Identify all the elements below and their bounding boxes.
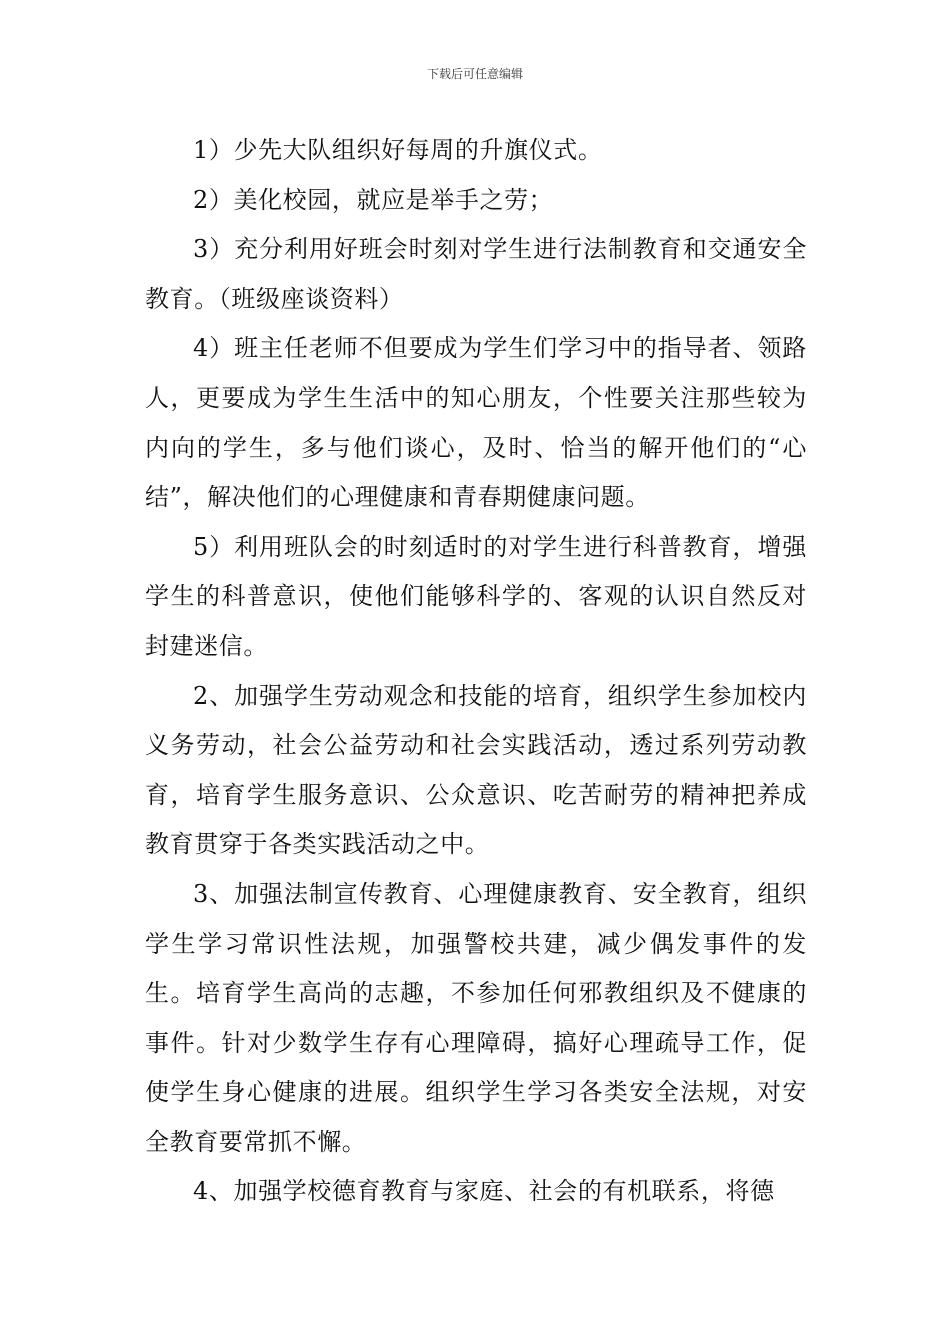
paragraph-2: 2）美化校园，就应是举手之劳；: [193, 185, 554, 214]
paragraph-1: 1）少先大队组织好每周的升旗仪式。: [193, 136, 603, 164]
paragraph-5: 5）利用班队会的时刻适时的对学生进行科普教育，增强学生的科普意识，使他们能够科学的、客观的认识自然反对封建迷信。: [145, 532, 807, 660]
page-header: 下载后可任意编辑: [426, 67, 523, 81]
paragraph-3: 3）充分利用好班会时刻对学生进行法制教育和交通安全教育。（班级座谈资料）: [145, 235, 807, 313]
paragraph-8: 4、加强学校德育教育与家庭、社会的有机联系，将德: [193, 1177, 775, 1206]
paragraph-6: 2、加强学生劳动观念和技能的培育，组织学生参加校内义务劳动，社会公益劳动和社会实践活动，透过系列劳动教育，培育学生服务意识、公众意识、吃苦耐劳的精神把养成教育贯穿于各类实践活动之中。: [145, 681, 807, 859]
paragraph-7: 3、加强法制宣传教育、心理健康教育、安全教育，组织学生学习常识性法规，加强警校共建，减少偶发事件的发生。培育学生高尚的志趣，不参加任何邪教组织及不健康的事件。针对少数学生存有心理障碍，搞好心理疏导工作，促使学生身心健康的进展。组织学生学习各类安全法规，对安全教育要常抓不懈。: [145, 879, 807, 1156]
paragraph-4: 4）班主任老师不但要成为学生们学习中的指导者、领路人，更要成为学生生活中的知心朋友，个性要关注那些较为内向的学生，多与他们谈心，及时、恰当的解开他们的“心结”，解决他们的心理健康和青春期健康问题。: [145, 334, 807, 512]
document-body: [145, 126, 807, 1217]
